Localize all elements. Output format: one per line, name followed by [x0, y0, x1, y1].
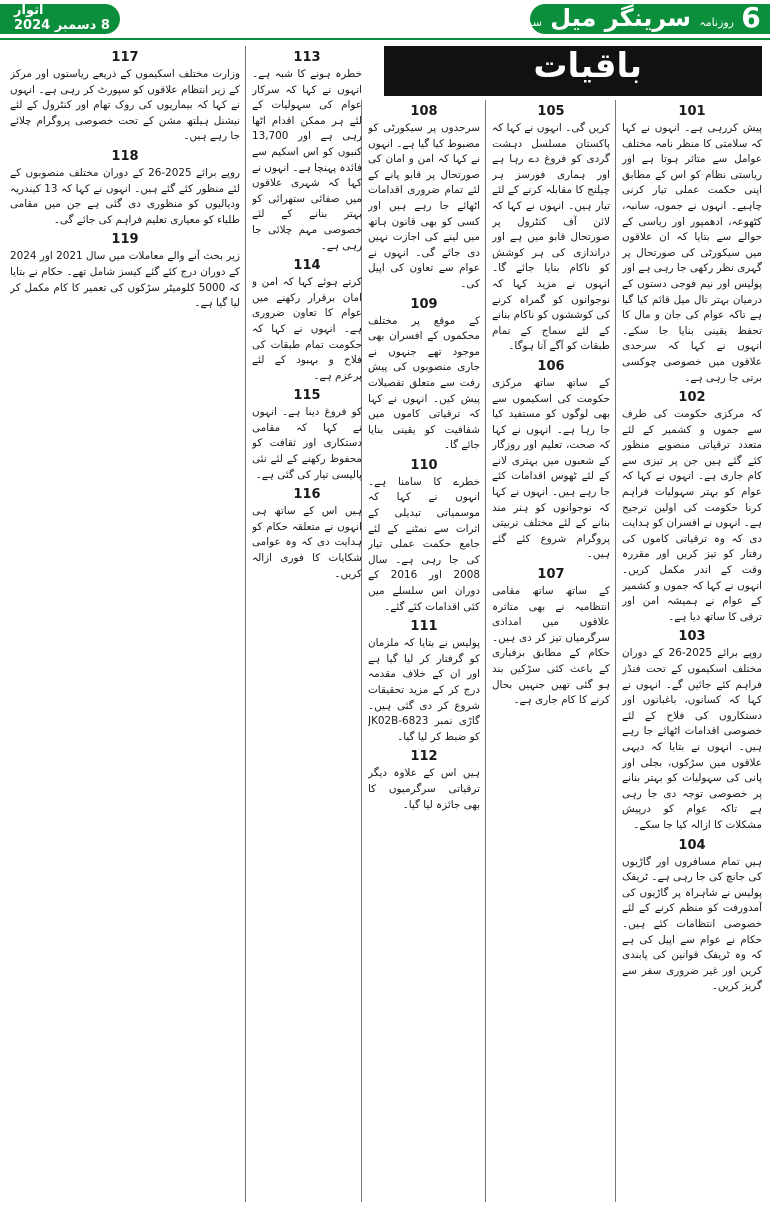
story-text: کے موقع پر مختلف محکموں کے افسران بھی موجود تھے جنہوں نے جاری منصوبوں کی پیش رفت سے متعلق تفصیلات پیش کیں۔ انہوں نے کہا کہ ترقیاتی کاموں میں شفافیت کو یقینی بنایا جائے گا۔ [368, 314, 480, 452]
column-divider [615, 100, 616, 1202]
masthead-rule [0, 38, 770, 40]
story-number: 107 [537, 567, 565, 583]
section-title: باقیات [533, 46, 642, 86]
story-number: 119 [111, 232, 139, 248]
page-number: 6 [741, 1, 761, 34]
story-number: 115 [293, 388, 321, 404]
issue-date: 8 دسمبر 2024 [14, 18, 110, 33]
story-text: کے ساتھ ساتھ مقامی انتظامیہ نے بھی متاثرہ علاقوں میں امدادی سرگرمیاں تیز کر دی ہیں۔ حکام کے مطابق برفباری کے باعث کئی سڑکیں بند ہو گئی تھیں جنہیں بحال کرنے کا کام جاری ہے۔ [492, 585, 610, 707]
story-number: 101 [678, 104, 706, 119]
story-text: سرحدوں پر سیکورٹی کو مضبوط کیا گیا ہے۔ انہوں نے کہا کہ امن و امان کی صورتحال پر قابو پانے کے لئے تمام ضروری اقدامات اٹھائے جا رہے ہیں اور کسی کو بھی قانون ہاتھ میں لینے کی اجازت نہیں دی جائے گی۔ انہوں نے عوام سے تعاون کی اپیل کی۔ [368, 122, 480, 290]
masthead [0, 0, 770, 40]
story-number: 110 [410, 457, 438, 473]
story-number: 109 [410, 296, 438, 312]
story-text: زیر بحث آنے والے معاملات میں سال 2021 اور 2024 کے دوران درج کئے گئے کیسز شامل تھے۔ حکام نے بتایا کہ 5000 کلومیٹر سڑکوں کی تعمیر کا کام مکمل کر لیا گیا ہے۔ [10, 250, 240, 310]
story-text: پولیس نے بتایا کہ ملزمان کو گرفتار کر لیا گیا ہے اور ان کے خلاف مقدمہ درج کر کے مزید تحقیقات شروع کر دی گئی ہیں۔ گاڑی نمبر JK02B-6823 کو ضبط کر لیا گیا۔ [368, 637, 480, 743]
story-number: 116 [293, 487, 321, 503]
story-number: 106 [537, 358, 565, 374]
text-column [252, 46, 362, 1202]
story-number: 102 [678, 390, 706, 406]
story-text: ہیں اس کے ساتھ ہی انہوں نے متعلقہ حکام کو ہدایت دی کہ وہ عوامی شکایات کا فوری ازالہ کریں۔ [252, 505, 362, 580]
column-divider [485, 100, 486, 1202]
story-text: کریں گی۔ انہوں نے کہا کہ پاکستان مسلسل دہشت گردی کو فروغ دے رہا ہے اور ہماری فورسز ہر چیلنج کا مقابلہ کرنے کے لئے تیار ہیں۔ انہوں نے کہا کہ لائن آف کنٹرول پر صورتحال قابو میں ہے اور دراندازی کی ہر کوشش کو ناکام بنایا جائے گا۔ انہوں نے مزید کہا کہ نوجوانوں کو گمراہ کرنے کی کوششوں کو ناکام بنانے کے لئے سماج کے تمام طبقات کو آگے آنا ہوگا۔ [492, 122, 610, 353]
paper-prefix: روزنامہ [699, 16, 734, 29]
story-text: کرتے ہوئے کہا کہ امن و امان برقرار رکھنے میں عوام کا تعاون ضروری ہے۔ انہوں نے کہا کہ حکومت تمام طبقات کی فلاح و بہبود کے لئے پرعزم ہے۔ [252, 276, 362, 382]
story-text: خطرے کا سامنا ہے۔ انہوں نے کہا کہ موسمیاتی تبدیلی کے اثرات سے نمٹنے کے لئے جامع حکمت عملی تیار کی جا رہی ہے۔ سال 2008 اور 2016 کے دوران اس سلسلے میں کئی اقدامات کئے گئے۔ [368, 475, 480, 613]
story-number: 104 [678, 837, 706, 853]
section-title-box [384, 46, 762, 96]
story-text: کہ مرکزی حکومت کی طرف سے جموں و کشمیر کے لئے متعدد ترقیاتی منصوبے منظور کئے گئے ہیں جن پر تیزی سے کام جاری ہے۔ انہوں نے کہا کہ عوام کو بہتر سہولیات فراہم کرنا حکومت کی اولین ترجیح ہے۔ انہوں نے افسران کو ہدایت دی کہ وہ ترقیاتی کاموں کی رفتار کو تیز کریں اور مقررہ وقت کے اندر مکمل کریں۔ انہوں نے کہا کہ جموں و کشمیر کے عوام نے ہمیشہ امن اور ترقی کا ساتھ دیا ہے۔ [622, 408, 762, 623]
story-number: 112 [410, 749, 438, 765]
story-text: پیش کررہی ہے۔ انہوں نے کہا کہ سلامتی کا منظر نامہ مختلف عوامل سے متاثر ہوتا ہے اور ریاستی نظام کو اس کے مطابق اپنی حکمت عملی تیار کرنی چاہیے۔ انہوں نے جموں، سانبہ، کٹھوعہ، ادھمپور اور ریاسی کے حوالے سے بتایا کہ ان علاقوں میں سیکورٹی کی صورتحال پر گہری نظر رکھی جا رہی ہے اور پولیس اور نیم فوجی دستوں کے درمیان بہتر تال میل قائم کیا گیا ہے تاکہ عوام کی جان و مال کا تحفظ یقینی بنایا جا سکے۔ انہوں نے کہا کہ سرحدی علاقوں میں خصوصی چوکسی برتی جا رہی ہے۔ [622, 122, 762, 384]
story-text: ہیں اس کے علاوہ دیگر ترقیاتی سرگرمیوں کا بھی جائزہ لیا گیا۔ [368, 767, 480, 811]
story-text: کے ساتھ ساتھ مرکزی حکومت کی اسکیموں سے بھی لوگوں کو مستفید کیا جا رہا ہے۔ انہوں نے کہا کہ صحت، تعلیم اور روزگار کے شعبوں میں بہتری لانے کے لئے ٹھوس اقدامات کئے جا رہے ہیں۔ انہوں نے کہا کہ نوجوانوں کو ہنر مند بنانے کے لئے مختلف تربیتی پروگرام شروع کئے گئے ہیں۔ [492, 376, 610, 561]
story-text: روپے برائے 2025-26 کے دوران مختلف منصوبوں کے لئے منظور کئے گئے ہیں۔ انہوں نے کہا کہ 13 کیندریہ ودیالیوں کو منظوری دی گئی ہے جن میں مقامی طلباء کو معیاری تعلیم فراہم کی جائے گی۔ [10, 166, 240, 226]
story-text: کو فروغ دینا ہے۔ انہوں نے کہا کہ مقامی دستکاری اور ثقافت کو محفوظ رکھنے کے لئے نئی پالیسی تیار کی گئی ہے۔ [252, 406, 362, 481]
story-text: روپے برائے 2025-26 کے دوران مختلف اسکیموں کے تحت فنڈز فراہم کئے جائیں گے۔ انہوں نے کہا کہ کسانوں، باغبانوں اور دستکاروں کی فلاح کے لئے خصوصی اقدامات اٹھائے جا رہے ہیں۔ انہوں نے بتایا کہ دیہی علاقوں میں سڑکوں، بجلی اور پانی کی سہولیات کو بہتر بنانے پر خصوصی توجہ دی جا رہی ہے تاکہ عوام کو درپیش مشکلات کا ازالہ کیا جا سکے۔ [622, 647, 762, 831]
paper-city: سرینگر [508, 16, 542, 29]
story-number: 105 [537, 104, 565, 119]
text-column [492, 100, 610, 1202]
story-number: 108 [410, 104, 438, 119]
story-text: خطرہ ہونے کا شبہ ہے۔ انہوں نے کہا کہ سرکار عوام کی سہولیات کے لئے ہر ممکن اقدام اٹھا رہی ہے اور 13,700 کنبوں کو اس اسکیم سے فائدہ پہنچا ہے۔ انہوں نے کہا کہ شہری علاقوں میں صفائی ستھرائی کو بہتر بنانے کے لئے خصوصی مہم چلائی جا رہی ہے۔ [252, 68, 362, 252]
story-number: 117 [111, 50, 139, 65]
story-number: 111 [410, 619, 438, 635]
story-number: 113 [293, 50, 321, 65]
story-number: 118 [111, 148, 139, 164]
story-number: 103 [678, 629, 706, 645]
issue-day: اتوار [14, 3, 44, 18]
story-text: وزارت مختلف اسکیموں کے ذریعے ریاستوں اور مرکز کے زیر انتظام علاقوں کو سپورٹ کر رہی ہے۔ انہوں نے کہا کہ بیماریوں کی روک تھام اور کنٹرول کے لئے نیشنل ہیلتھ مشن کے تحت خصوصی پروگرام چلائے جا رہے ہیں۔ [10, 68, 240, 143]
story-text: ہیں تمام مسافروں اور گاڑیوں کی جانچ کی جا رہی ہے۔ ٹریفک پولیس نے شاہراہ پر گاڑیوں کی آمدورفت کو منظم کرنے کے لئے خصوصی انتظامات کئے ہیں۔ حکام نے عوام سے اپیل کی ہے کہ وہ ٹریفک قوانین کی پابندی کریں اور غیر ضروری سفر سے گریز کریں۔ [622, 855, 762, 993]
text-column [10, 46, 240, 1202]
text-column [622, 100, 762, 1202]
paper-name-block [508, 4, 734, 34]
text-column [368, 100, 480, 1202]
story-number: 114 [293, 258, 321, 274]
paper-name: سرینگر میل [550, 4, 691, 32]
column-divider [245, 46, 246, 1202]
